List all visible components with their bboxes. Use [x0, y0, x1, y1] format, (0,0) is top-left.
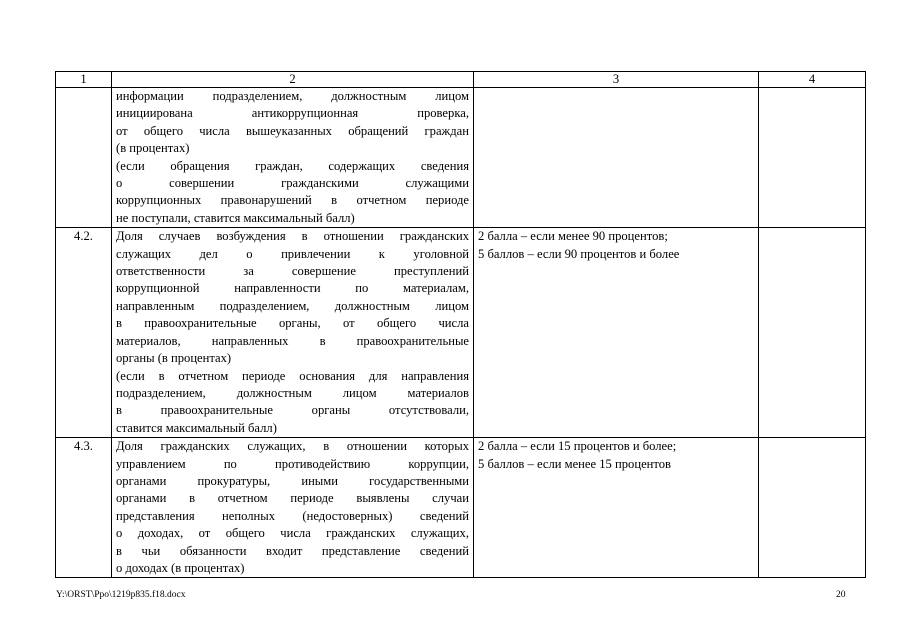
description-paragraph	[116, 228, 469, 367]
description-line: о доходах (в процентах)	[116, 560, 245, 575]
description-line: (если в отчетном периоде основания для направления	[116, 368, 469, 383]
description-paragraph	[116, 438, 469, 577]
description-paragraph	[116, 88, 469, 158]
description-line: подразделением, должностным лицом материалов	[116, 385, 469, 400]
description-line: органами прокуратуры, иными государственными	[116, 473, 469, 488]
description-line: о совершении гражданскими служащими	[116, 176, 469, 191]
footer-page-number: 20	[836, 590, 846, 600]
table-header-row	[56, 72, 866, 88]
description-line: (в процентах)	[116, 141, 190, 156]
description-line: материалов, направленных в правоохранительные	[116, 333, 469, 348]
scoring-line: 2 балла – если менее 90 процентов;	[478, 229, 668, 244]
scoring-rule	[474, 438, 759, 578]
column-4-cell	[759, 88, 866, 228]
table-row	[56, 228, 866, 438]
criterion-description	[112, 228, 474, 438]
scoring-line: 5 баллов – если менее 15 процентов	[478, 456, 671, 471]
criterion-description	[112, 438, 474, 578]
column-4-cell	[759, 438, 866, 578]
scoring-rule	[474, 228, 759, 438]
description-line: в правоохранительные органы отсутствовали,	[116, 403, 469, 418]
description-paragraph	[116, 368, 469, 438]
scoring-rule	[474, 88, 759, 228]
row-number: 4.3.	[56, 438, 112, 578]
description-line: органами в отчетном периоде выявлены случаи	[116, 491, 469, 506]
criterion-description	[112, 88, 474, 228]
column-header: 3	[474, 72, 759, 88]
scoring-line: 2 балла – если 15 процентов и более;	[478, 439, 677, 454]
description-line: инициирована антикоррупционная проверка,	[116, 106, 469, 121]
column-header: 1	[56, 72, 112, 88]
scoring-line: 5 баллов – если 90 процентов и более	[478, 246, 680, 261]
column-header: 4	[759, 72, 866, 88]
table-row	[56, 438, 866, 578]
row-number: 4.2.	[56, 228, 112, 438]
description-line: в чьи обязанности входит представление сведений	[116, 543, 469, 558]
description-line: представления неполных (недостоверных) сведений	[116, 508, 469, 523]
table-row	[56, 88, 866, 228]
description-paragraph	[116, 158, 469, 228]
description-line: ставится максимальный балл)	[116, 420, 277, 435]
description-line: (если обращения граждан, содержащих сведения	[116, 158, 469, 173]
description-line: управлением по противодействию коррупции,	[116, 456, 469, 471]
description-line: Доля гражданских служащих, в отношении которых	[116, 439, 469, 454]
description-line: Доля случаев возбуждения в отношении гражданских	[116, 229, 469, 244]
row-number	[56, 88, 112, 228]
description-line: от общего числа вышеуказанных обращений граждан	[116, 123, 469, 138]
column-header: 2	[112, 72, 474, 88]
description-line: служащих дел о привлечении к уголовной	[116, 246, 469, 261]
description-line: не поступали, ставится максимальный балл)	[116, 210, 355, 225]
criteria-table	[55, 71, 866, 578]
description-line: направленным подразделением, должностным лицом	[116, 298, 469, 313]
footer-file-path: Y:\ORST\Ppo\1219p835.f18.docx	[56, 590, 186, 600]
description-line: коррупционной направленности по материалам,	[116, 281, 469, 296]
description-line: ответственности за совершение преступлений	[116, 264, 469, 279]
description-line: информации подразделением, должностным лицом	[116, 89, 469, 103]
description-line: о доходах, от общего числа гражданских служащих,	[116, 526, 469, 541]
description-line: в правоохранительные органы, от общего числа	[116, 316, 469, 331]
column-4-cell	[759, 228, 866, 438]
description-line: органы (в процентах)	[116, 351, 232, 366]
description-line: коррупционных правонарушений в отчетном периоде	[116, 193, 469, 208]
